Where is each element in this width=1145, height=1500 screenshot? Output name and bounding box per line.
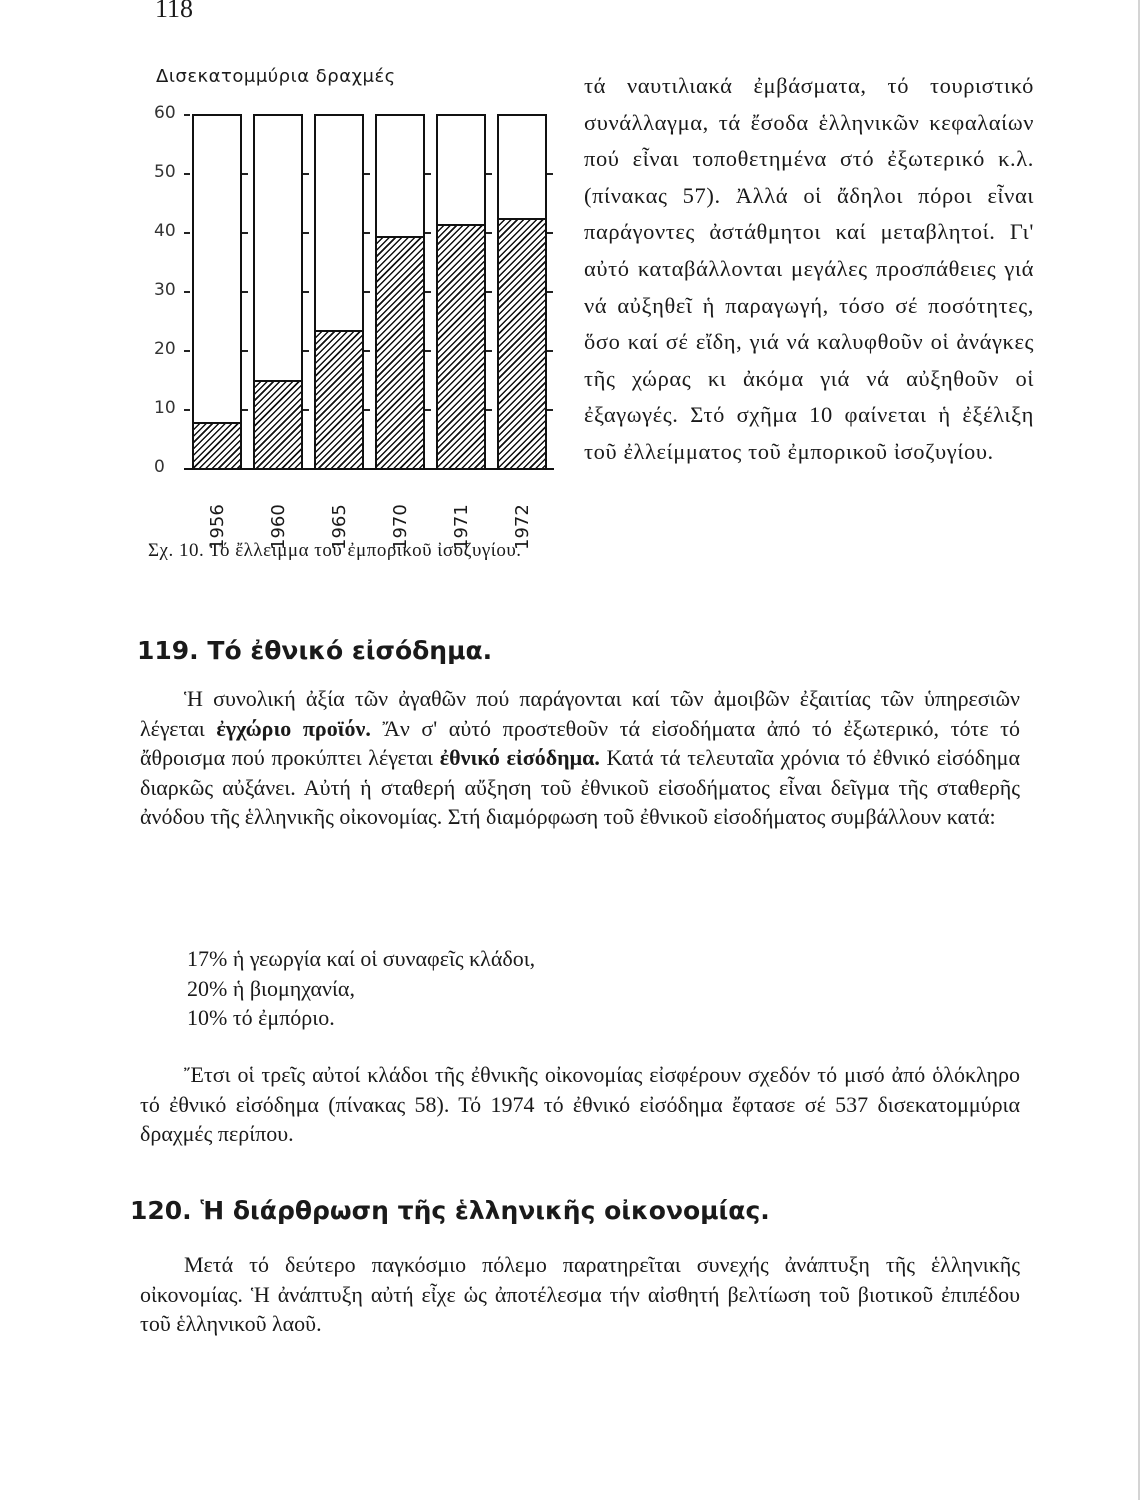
year-label: 1972	[512, 504, 533, 550]
gap-tick-mark	[547, 350, 553, 352]
bar-frame	[314, 114, 364, 468]
gap-tick-mark	[364, 291, 370, 293]
gap-tick-mark	[425, 291, 431, 293]
gap-tick-mark	[486, 350, 492, 352]
bar-deficit-fill	[316, 330, 362, 468]
gap-tick-mark	[486, 232, 492, 234]
year-label: 1956	[207, 504, 228, 550]
list-item: 10% τό ἐμπόριο.	[187, 1005, 335, 1030]
section-119-paragraph-2	[140, 1060, 1020, 1149]
gap-tick-mark	[364, 232, 370, 234]
text: Ἄν σ' αὐτό προστεθοῦν τά εἰσοδήματα ἀπό τό ἐξωτερικό, τότε τό ἄθροισμα πού προκύπτει λέγεται	[140, 715, 1020, 770]
y-tick-mark	[184, 291, 190, 293]
year-label: 1960	[268, 504, 289, 550]
y-tick-label: 60	[154, 103, 176, 123]
bar-deficit-fill	[255, 380, 301, 468]
y-tick-mark	[184, 173, 190, 175]
gap-tick-mark	[303, 409, 309, 411]
year-label: 1965	[329, 504, 350, 550]
section-119-paragraph-1	[140, 684, 1020, 832]
y-tick-label: 0	[154, 457, 165, 477]
section-120-heading: 120. Ἡ διάρθρωση τῆς ἑλληνικῆς οἰκονομίας.	[130, 1196, 770, 1225]
trade-deficit-chart	[140, 60, 570, 600]
bar-frame	[497, 114, 547, 468]
gap-tick-mark	[547, 409, 553, 411]
bar-frame	[253, 114, 303, 468]
gap-tick-mark	[547, 291, 553, 293]
figure-caption: Σχ. 10. Τό ἔλλειμμα τοῦ ἐμπορικοῦ ἰσοζυγίου.	[148, 540, 522, 561]
bar-deficit-fill	[438, 224, 484, 468]
gap-tick-mark	[242, 409, 248, 411]
gap-tick-mark	[364, 350, 370, 352]
gap-tick-mark	[303, 173, 309, 175]
paragraph: Μετά τό δεύτερο παγκόσμιο πόλεμο παρατηρεῖται συνεχής ἀνάπτυξη τῆς ἑλληνικῆς οἰκονομίας. Ἡ ἀνάπτυξη αὐτή εἶχε ὡς ἀποτέλεσμα τήν αἰσθητή βελτίωση τοῦ βιοτικοῦ ἐπιπέδου τοῦ ἑλληνικοῦ λαοῦ.	[140, 1252, 1020, 1336]
y-tick-mark	[184, 409, 190, 411]
gap-tick-mark	[242, 350, 248, 352]
gap-tick-mark	[364, 409, 370, 411]
paragraph: τά ναυτιλιακά ἐμβάσματα, τό τουριστικό συνάλλαγμα, τά ἔσοδα ἑλληνικῶν κεφαλαίων πού εἶναι τοποθετημένα στό ἐξωτερικό κ.λ. (πίνακας 57). Ἀλλά οἱ ἄδηλοι πόροι εἶναι παράγοντες ἀστάθμητοι καί μεταβλητοί. Γι' αὐτό καταβάλλονται μεγάλες προσπάθειες γιά νά αὐξηθεῖ ἡ παραγωγή, τόσο σέ ποσότητες, ὅσο καί σέ εἴδη, γιά νά καλυφθοῦν οἱ ἀνάγκες τῆς χώρας κι ἀκόμα γιά νά αὐξηθοῦν οἱ ἐξαγωγές. Στό σχῆμα 10 φαίνεται ἡ ἐξέλιξη τοῦ ἐλλείμματος τοῦ ἐμπορικοῦ ἰσοζυγίου.	[584, 73, 1034, 464]
gap-tick-mark	[303, 291, 309, 293]
y-tick-mark	[184, 350, 190, 352]
bar-frame	[375, 114, 425, 468]
gap-tick-mark	[547, 232, 553, 234]
gap-tick-mark	[303, 350, 309, 352]
paragraph: Ἔτσι οἱ τρεῖς αὐτοί κλάδοι τῆς ἐθνικῆς οἰκονομίας εἰσφέρουν σχεδόν τό μισό ἀπό ὁλόκληρο τό ἐθνικό εἰσόδημα (πίνακας 58). Τό 1974 τό ἐθνικό εἰσόδημα ἔφτασε σέ 537 δισεκατομμύρια δραχμές περίπου.	[140, 1062, 1020, 1146]
gap-tick-mark	[425, 173, 431, 175]
y-tick-mark	[184, 114, 190, 116]
y-tick-mark	[184, 232, 190, 234]
text: Κατά τά τελευταῖα χρόνια τό ἐθνικό εἰσόδημα διαρκῶς αὐξάνει. Αὐτή ἡ σταθερή αὔξηση τοῦ ἐθνικοῦ εἰσοδήματος εἶναι δεῖγμα τῆς σταθερῆς ἀνόδου τῆς ἑλληνικῆς οἰκονομίας. Στή διαμόρφωση τοῦ ἐθνικοῦ εἰσοδήματος συμβάλλουν κατά:	[140, 745, 1021, 829]
y-tick-label: 50	[154, 162, 176, 182]
gap-tick-mark	[425, 232, 431, 234]
gap-tick-mark	[303, 232, 309, 234]
bar-frame	[192, 114, 242, 468]
bar-deficit-fill	[377, 236, 423, 468]
bar-deficit-fill	[194, 422, 240, 468]
chart-baseline	[184, 468, 554, 470]
page-number: 118	[155, 0, 194, 23]
y-tick-label: 40	[154, 221, 176, 241]
gap-tick-mark	[242, 173, 248, 175]
right-column-text	[584, 68, 1034, 471]
gap-tick-mark	[486, 173, 492, 175]
gap-tick-mark	[242, 291, 248, 293]
year-label: 1971	[451, 504, 472, 550]
term-national-income: ἐθνικό εἰσόδημα.	[439, 745, 600, 770]
gap-tick-mark	[547, 173, 553, 175]
gap-tick-mark	[242, 232, 248, 234]
gap-tick-mark	[486, 409, 492, 411]
gap-tick-mark	[425, 350, 431, 352]
section-120-paragraph-1	[140, 1250, 1020, 1339]
bar-deficit-fill	[499, 218, 545, 468]
gap-tick-mark	[425, 409, 431, 411]
y-tick-label: 10	[154, 398, 176, 418]
year-label: 1970	[390, 504, 411, 550]
gap-tick-mark	[486, 291, 492, 293]
term-gdp: ἐγχώριο προϊόν.	[216, 715, 371, 741]
section-119-heading: 119. Τό ἐθνικό εἰσόδημα.	[137, 636, 493, 665]
text: Ἡ συνολική ἀξία τῶν ἀγαθῶν πού παράγονται καί τῶν ἀμοιβῶν ἐξαιτίας τῶν ὑπηρεσιῶν λέγεται	[140, 686, 1020, 741]
list-item: 17% ἡ γεωργία καί οἱ συναφεῖς κλάδοι,	[187, 946, 536, 971]
chart-unit-label: Δισεκατομμύρια δραχμές	[156, 66, 396, 87]
bar-frame	[436, 114, 486, 468]
gap-tick-mark	[364, 173, 370, 175]
list-item: 20% ἡ βιομηχανία,	[187, 975, 355, 1001]
contribution-list	[187, 944, 535, 1033]
y-tick-label: 30	[154, 280, 176, 300]
y-tick-label: 20	[154, 339, 176, 359]
page-edge-line	[1138, 0, 1140, 1500]
